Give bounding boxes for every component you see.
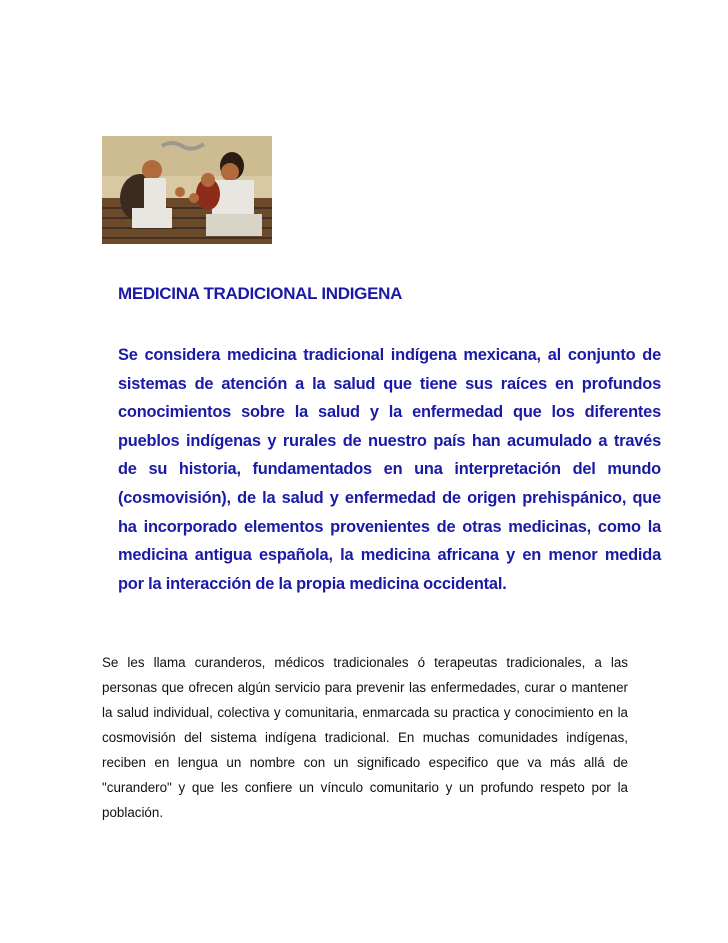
section-heading: MEDICINA TRADICIONAL INDIGENA (118, 284, 403, 303)
indigenous-healers-illustration-icon (102, 136, 272, 244)
body-paragraph: Se les llama curanderos, médicos tradicionales ó terapeutas tradicionales, a las personas que ofrecen algún servicio para prevenir las enfermedades, curar o mantener la salud individual, colectiva y comunitaria, enmarcada su practica y conocimiento en la cosmovisión del sistema indígena tradicional. En muchas comunidades indígenas, reciben en lengua un nombre con un significado especifico que va más allá de "curandero" y que les confiere un vínculo comunitario y un profundo respeto por la población. (102, 655, 628, 820)
intro-paragraph: Se considera medicina tradicional indígena mexicana, al conjunto de sistemas de atención a la salud que tiene sus raíces en profundos conocimientos sobre la salud y la enfermedad que los diferentes pueblos indígenas y rurales de nuestro país han acumulado a través de su historia, fundamentados en una interpretación del mundo (cosmovisión), de la salud y enfermedad de origen prehispánico, que ha incorporado elementos provenientes de otras medicinas, como la medicina antigua española, la medicina africana y en menor medida por la interacción de la propia medicina occidental. (118, 346, 661, 593)
